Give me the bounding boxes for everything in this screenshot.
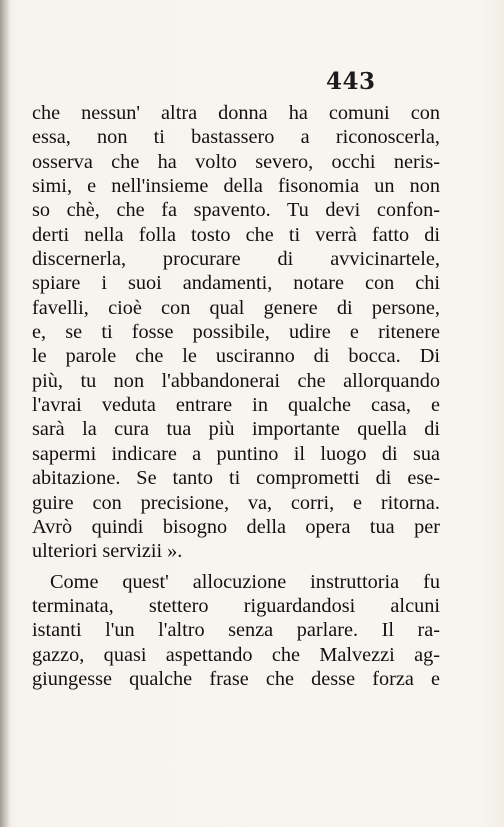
text-line: derti nella folla tosto che ti verrà fatto di bbox=[32, 223, 440, 246]
page-text bbox=[32, 101, 440, 691]
paragraph bbox=[32, 570, 440, 692]
text-line: essa, non ti bastassero a riconoscerla, bbox=[32, 126, 440, 149]
text-line: più, tu non l'abbandonerai che allorquando bbox=[32, 369, 440, 392]
text-line: che nessun' altra donna ha comuni con bbox=[32, 102, 440, 124]
paragraph bbox=[32, 101, 440, 564]
text-line: le parole che le usciranno di bocca. Di bbox=[32, 345, 440, 368]
text-line: so chè, che fa spavento. Tu devi confon- bbox=[32, 199, 440, 222]
text-line: discernerla, procurare di avvicinartele, bbox=[32, 248, 440, 271]
text-line: spiare i suoi andamenti, notare con chi bbox=[32, 272, 440, 295]
text-line: gazzo, quasi aspettando che Malvezzi ag- bbox=[32, 643, 440, 666]
text-line: e, se ti fosse possibile, udire e ritenere bbox=[32, 321, 440, 344]
text-line: terminata, stettero riguardandosi alcuni bbox=[32, 594, 440, 617]
text-line: sapermi indicare a puntino il luogo di sua bbox=[32, 442, 440, 465]
text-line: Come quest' allocuzione instruttoria fu bbox=[50, 570, 440, 593]
text-line: ulteriori servizii ». bbox=[32, 540, 183, 563]
text-line: Avrò quindi bisogno della opera tua per bbox=[32, 515, 440, 538]
text-line: guire con precisione, va, corri, e ritorna. bbox=[32, 491, 440, 514]
text-line: istanti l'un l'altro senza parlare. Il ra- bbox=[32, 619, 440, 642]
text-line: sarà la cura tua più importante quella di bbox=[32, 418, 440, 441]
text-line: favelli, cioè con qual genere di persone, bbox=[32, 296, 440, 319]
text-line: giungesse qualche frase che desse forza e bbox=[32, 667, 440, 690]
page-number: 443 bbox=[326, 68, 376, 95]
text-line: simi, e nell'insieme della fisonomia un non bbox=[32, 175, 440, 198]
text-line: osserva che ha volto severo, occhi neris- bbox=[32, 150, 440, 173]
text-line: abitazione. Se tanto ti comprometti di ese- bbox=[32, 467, 440, 490]
page-left-edge bbox=[0, 0, 10, 827]
text-line: l'avrai veduta entrare in qualche casa, e bbox=[32, 394, 440, 417]
